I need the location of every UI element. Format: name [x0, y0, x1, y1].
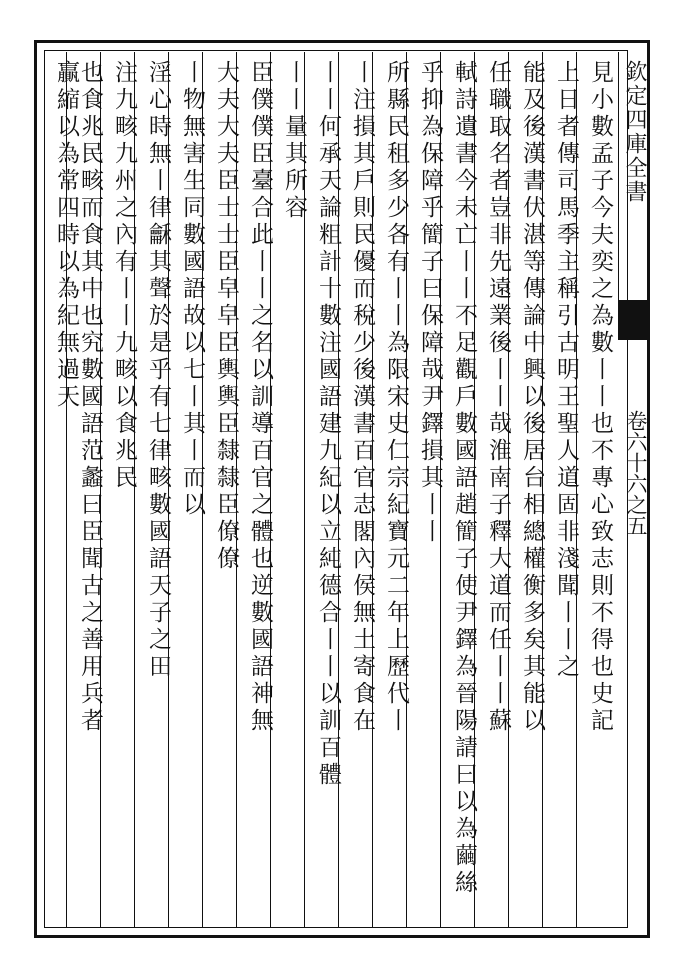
banner-title: 欽定四庫全書 — [622, 60, 647, 204]
text-column-14: 淫心時無丨律龢其聲於是乎有七律畡數國語天子之田 — [145, 60, 171, 681]
text-column-16: 也食兆民畡而食其中也究數國語范蠡曰臣聞古之善用兵者 — [77, 60, 103, 735]
text-column-7: 所縣民租多少各有丨丨為限宋史仁宗紀寶元二年上歷代丨 — [383, 60, 409, 735]
text-column-4: 任職取名者豈非先遠業後丨丨哉淮南子釋大道而任丨丨蘇 — [485, 60, 511, 735]
text-column-5: 軾詩遺書今未亡丨丨不足觀戶數國語趙簡子使尹鐸為晉陽請曰以為繭絲 — [451, 60, 477, 897]
text-column-12: 大夫大夫臣士士臣皁皁臣輿輿臣隸隸臣僚僚 — [213, 60, 239, 573]
text-column-9: 丨丨何承天論粗計十數注國語建九紀以立純德合丨丨以訓百體 — [315, 60, 341, 789]
fishtail-mark — [618, 300, 650, 340]
text-column-2: 上日者傳司馬季主稱引古明王聖人道固非淺聞丨丨之 — [553, 60, 579, 681]
text-column-8: 丨注損其戶則民優而稅少後漢書百官志閣內侯無土寄食在 — [349, 60, 375, 735]
volume-label: 卷六十六之五 — [624, 410, 648, 536]
text-column-10: 丨丨量其所容 — [281, 60, 307, 222]
text-column-3: 能及後漢書伏湛等傳論中興以後居台相總權衡多矣其能以 — [519, 60, 545, 735]
text-column-13: 丨物無害生同數國語故以七丨其丨而以 — [179, 60, 205, 519]
text-column-11: 臣僕僕臣臺合此丨丨之名以訓導百官之體也逆數國語神無 — [247, 60, 273, 735]
text-column-1: 見小數孟子今夫奕之為數丨丨也不專心致志則不得也史記 — [587, 60, 613, 735]
text-column-6: 乎抑為保障乎簡子曰保障哉尹鐸損其丨丨 — [417, 60, 443, 546]
text-column-15: 注九畡九州之內有丨丨九畡以食兆民 — [111, 60, 137, 492]
text-column-17: 贏縮以為常四時以為紀無過天 — [53, 60, 79, 411]
